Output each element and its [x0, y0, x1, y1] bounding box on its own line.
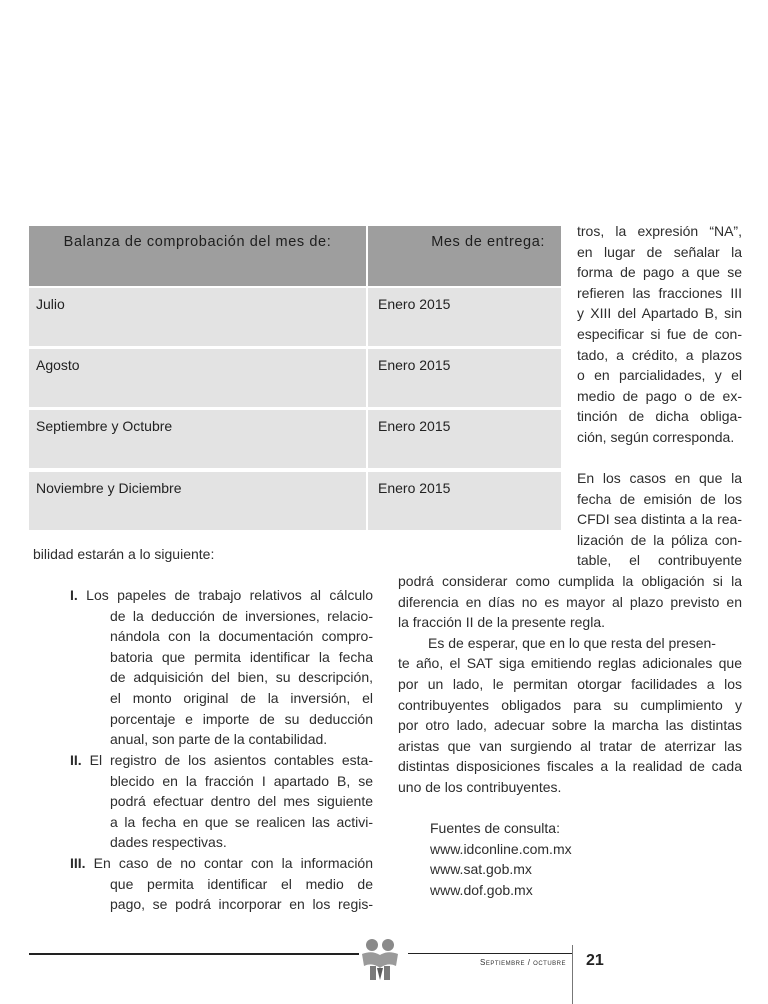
text-line [70, 853, 373, 874]
publisher-logo-icon [357, 936, 403, 986]
text-line: por un lado, le permitan otorgar facilidades a los [398, 675, 742, 692]
table-cell: Enero 2015 [378, 296, 451, 312]
list-line: de adquisición del bien, su descripción, [110, 669, 373, 686]
list-line: El registro de los asientos contables esta- [89, 752, 374, 768]
list-line: de la deducción de inversiones, relacio- [110, 607, 373, 624]
list-item-1 [70, 585, 373, 750]
list-line: podrá efectuar dentro del mes siguiente [110, 793, 373, 810]
text-line: diferencia en días no es mayor al plazo previsto en [398, 593, 742, 610]
list-number: III. [70, 855, 86, 871]
footer-issue-label: Septiembre / octubre [480, 958, 567, 967]
footer-rule-left [29, 953, 359, 955]
table-header-delivery-label: Mes de entrega: [431, 234, 545, 250]
text-line: y XIII del Apartado B, sin [577, 305, 742, 322]
text-line: table, el contribuyente [577, 552, 742, 569]
table-row [368, 349, 561, 407]
sources-title: Fuentes de consulta: [430, 820, 560, 836]
text-line: especificar si fue de con- [577, 325, 742, 342]
list-line: porcentaje e importe de su deducción [110, 710, 373, 727]
text-line: o en parcialidades, y el [577, 367, 742, 384]
text-line: medio de pago o de ex- [577, 387, 742, 404]
list-line: que permita identificar el medio de [110, 875, 373, 892]
table-row [29, 410, 366, 468]
source-link[interactable]: www.idconline.com.mx [430, 840, 572, 857]
text-line: la fracción II de la presente regla. [398, 614, 606, 631]
table-cell: Enero 2015 [378, 418, 451, 434]
text-line: fecha de emisión de los [577, 490, 742, 507]
list-line: anual, son parte de la contabilidad. [110, 731, 328, 748]
text-line: lización de la póliza con- [577, 531, 742, 548]
list-line: nándola con la documentación compro- [110, 628, 373, 645]
text-line: contribuyentes obligados para su cumplimiento y [398, 696, 742, 713]
table-cell: Noviembre y Diciembre [36, 480, 182, 496]
text-line: refieren las fracciones III [577, 284, 742, 301]
text-line: forma de pago a que se [577, 264, 742, 281]
table-cell: Septiembre y Octubre [36, 418, 173, 434]
text-line: tado, a crédito, a plazos [577, 346, 742, 363]
text-line [70, 585, 373, 606]
table-cell: Enero 2015 [378, 357, 451, 373]
text-line: por otro lado, adecuar sobre la marcha las distintas [398, 717, 742, 734]
table-header-delivery [368, 226, 561, 286]
text-line: bilidad estarán a lo siguiente: [33, 546, 215, 562]
right-column-text-mid [577, 468, 742, 571]
list-line: a la fecha en que se realicen las activi- [110, 813, 373, 830]
source-link[interactable]: www.dof.gob.mx [430, 881, 533, 898]
text-line: tros, la expresión “NA”, [577, 223, 742, 239]
text-line: te año, el SAT siga emitiendo reglas adicionales que [398, 655, 742, 672]
list-line: Los papeles de trabajo relativos al cálculo [86, 587, 373, 603]
text-line: Es de esperar, que en lo que resta del presen- [428, 634, 716, 651]
text-line: ción, según corresponda. [577, 428, 735, 445]
list-line: dades respectivas. [110, 834, 227, 851]
footer-rule-right [408, 953, 572, 954]
table-row [29, 349, 366, 407]
text-line: CFDI sea distinta a la rea- [577, 511, 742, 528]
text-line: tinción de dicha obliga- [577, 408, 742, 425]
text-line: distintas disposiciones fiscales a la realidad de cada [398, 758, 742, 775]
table-cell: Enero 2015 [378, 480, 451, 496]
list-line: En caso de no contar con la información [93, 855, 374, 871]
list-item-3 [70, 853, 373, 915]
table-row [368, 410, 561, 468]
table-row [29, 288, 366, 346]
text-line: podrá considerar como cumplida la obligación si la [398, 573, 742, 589]
text-line: aristas que van surgiendo al tratar de aterrizar las [398, 737, 742, 754]
text-line [70, 750, 373, 771]
list-line: blecido en la fracción I apartado B, se [110, 772, 373, 789]
table-header-month [29, 226, 366, 286]
list-line: el monto original de la inversión, el [110, 689, 373, 706]
right-column-text-top [577, 221, 742, 448]
table-cell: Agosto [36, 357, 80, 373]
table-row [368, 288, 561, 346]
page-number: 21 [586, 952, 604, 969]
left-intro [33, 544, 214, 565]
footer-divider [572, 945, 573, 1004]
table-row [29, 472, 366, 530]
text-line: En los casos en que la [577, 470, 742, 486]
source-link[interactable]: www.sat.gob.mx [430, 861, 532, 878]
delivery-schedule-table [29, 226, 561, 530]
list-line: batoria que permita identificar la fecha [110, 648, 373, 665]
list-number: I. [70, 587, 78, 603]
table-row [368, 472, 561, 530]
list-number: II. [70, 752, 82, 768]
right-column-text-bottom [398, 571, 742, 798]
text-line: uno de los contribuyentes. [398, 778, 562, 795]
text-line: en lugar de señalar la [577, 243, 742, 260]
list-item-2 [70, 750, 373, 853]
list-line: pago, se podrá incorporar en los regis- [110, 896, 373, 913]
table-cell: Julio [36, 296, 65, 312]
table-header-month-label: Balanza de comprobación del mes de: [63, 234, 332, 250]
sources-block [430, 818, 630, 900]
